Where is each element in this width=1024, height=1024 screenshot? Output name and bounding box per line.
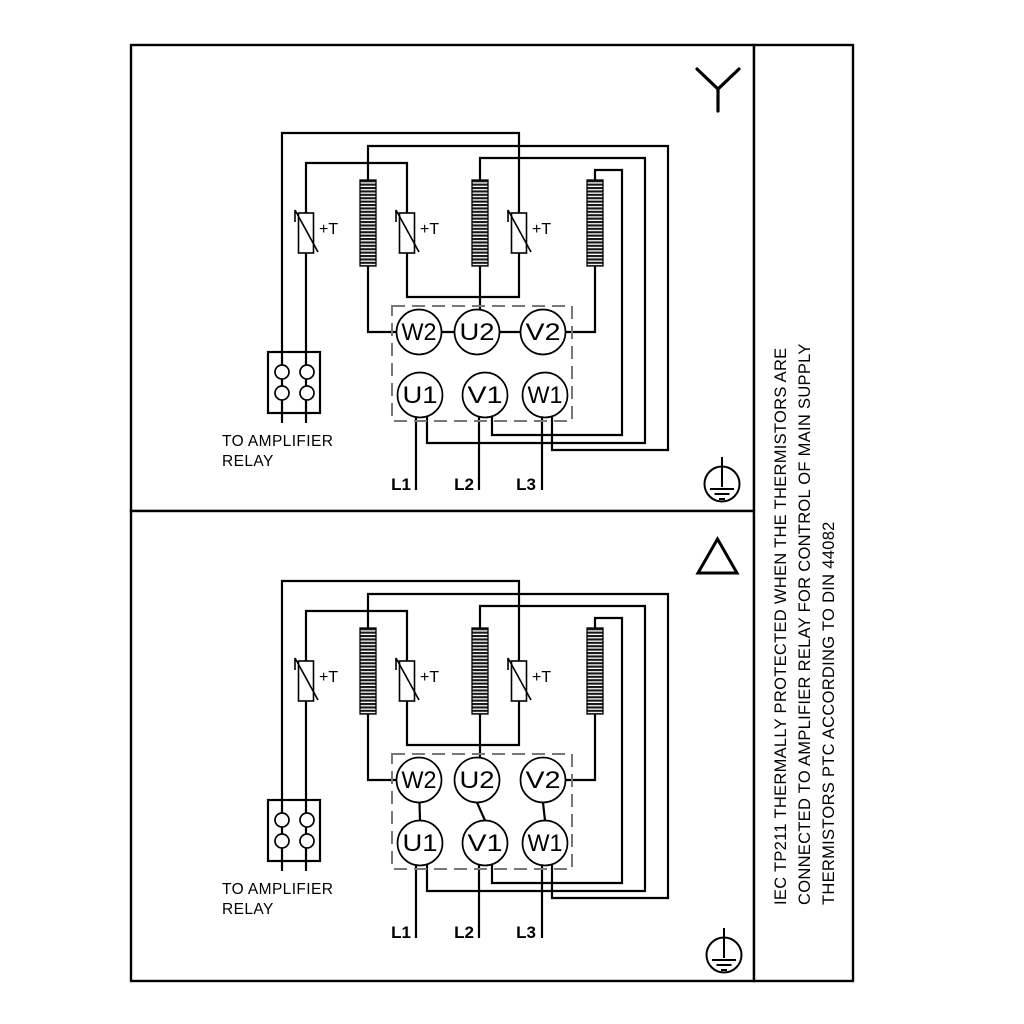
side-note-line2: CONNECTED TO AMPLIFIER RELAY FOR CONTROL OF MAIN SUPPLY [796,343,814,905]
side-note-line3: THERMISTORS PTC ACCORDING TO DIN 44082 [820,521,838,905]
side-note-line1: IEC TP211 THERMALLY PROTECTED WHEN THE THERMISTORS ARE [772,347,790,905]
